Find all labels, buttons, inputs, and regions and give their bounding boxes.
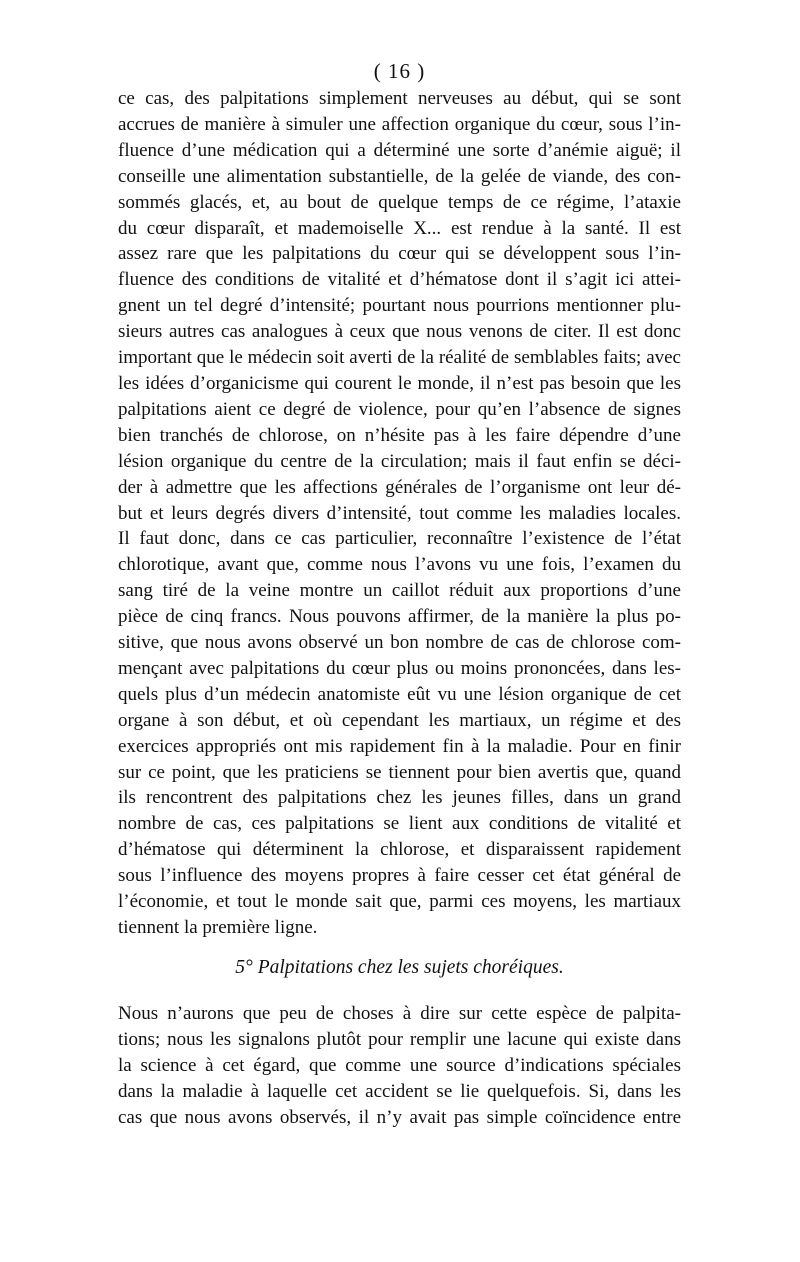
text-line: dans la maladie à laquelle cet accident se lie quelquefois. Si, dans les [118,1080,681,1102]
text-line: important que le médecin soit averti de la réalité de semblables faits; avec [118,347,681,369]
text-line: d’hématose qui déterminent la chlorose, et disparaissent rapidement [118,839,681,861]
text-line: les idées d’organicisme qui courent le monde, il n’est pas besoin que les [118,372,681,394]
text-line: pièce de cinq francs. Nous pouvons affirmer, de la manière la plus po- [118,606,681,628]
text-line: assez rare que les palpitations du cœur qui se développent sous l’in- [118,243,681,265]
book-page [118,58,681,1130]
text-line: gnent un tel degré d’intensité; pourtant nous pourrions mentionner plu- [118,295,681,317]
text-line: ce cas, des palpitations simplement nerveuses au début, qui se sont [118,88,681,109]
paragraph-1 [118,86,681,941]
text-line: der à admettre que les affections générales de l’organisme ont leur dé- [118,476,681,498]
text-line: sitive, que nous avons observé un bon nombre de cas de chlorose com- [118,632,681,654]
text-line: lésion organique du centre de la circulation; mais il faut enfin se déci- [118,450,681,472]
text-line: quels plus d’un médecin anatomiste eût vu une lésion organique de cet [118,683,681,705]
text-line: cas que nous avons observés, il n’y avait pas simple coïncidence entre [118,1106,681,1128]
text-line: Il faut donc, dans ce cas particulier, reconnaître l’existence de l’état [118,528,681,550]
text-line: accrues de manière à simuler une affection organique du cœur, sous l’in- [118,113,681,135]
text-line: palpitations aient ce degré de violence, pour qu’en l’absence de signes [118,398,681,420]
text-line: sur ce point, que les praticiens se tiennent pour bien avertis que, quand [118,761,681,783]
section-heading: 5° Palpitations chez les sujets choréiques. [235,956,564,978]
text-line: la science à cet égard, que comme une source d’indications spéciales [118,1054,681,1076]
text-line: exercices appropriés ont mis rapidement fin à la maladie. Pour en finir [118,735,681,757]
text-line: sang tiré de la veine montre un caillot réduit aux proportions d’une [118,580,681,602]
text-line: bien tranchés de chlorose, on n’hésite pas à les faire dépendre d’une [118,424,681,446]
text-line: du cœur disparaît, et mademoiselle X... est rendue à la santé. Il est [118,217,681,239]
text-line: fluence d’une médication qui a déterminé une sorte d’anémie aiguë; il [118,139,681,161]
text-line: mençant avec palpitations du cœur plus ou moins prononcées, dans les- [118,657,681,679]
text-line: l’économie, et tout le monde sait que, parmi ces moyens, les martiaux [118,891,681,913]
text-line: chlorotique, avant que, comme nous l’avons vu une fois, l’examen du [118,554,681,576]
text-line: organe à son début, et où cependant les martiaux, un régime et des [118,709,681,731]
text-line: Nous n’aurons que peu de choses à dire sur cette espèce de palpita- [118,1002,681,1024]
text-line: but et leurs degrés divers d’intensité, tout comme les maladies locales. [118,502,681,524]
paragraph-2 [118,1001,681,1131]
text-line: ils rencontrent des palpitations chez les jeunes filles, dans un grand [118,787,681,809]
text-line: conseille une alimentation substantielle, de la gelée de viande, des con- [118,165,681,187]
text-line: sommés glacés, et, au bout de quelque temps de ce régime, l’ataxie [118,191,681,213]
text-line: tiennent la première ligne. [118,917,318,938]
text-line: nombre de cas, ces palpitations se lient aux conditions de vitalité et [118,813,681,835]
text-line: sieurs autres cas analogues à ceux que nous venons de citer. Il est donc [118,321,681,343]
page-number: ( 16 ) [373,59,426,83]
text-line: tions; nous les signalons plutôt pour remplir une lacune qui existe dans [118,1028,681,1050]
text-line: fluence des conditions de vitalité et d’hématose dont il s’agit ici attei- [118,269,681,291]
text-line: sous l’influence des moyens propres à faire cesser cet état général de [118,865,681,887]
